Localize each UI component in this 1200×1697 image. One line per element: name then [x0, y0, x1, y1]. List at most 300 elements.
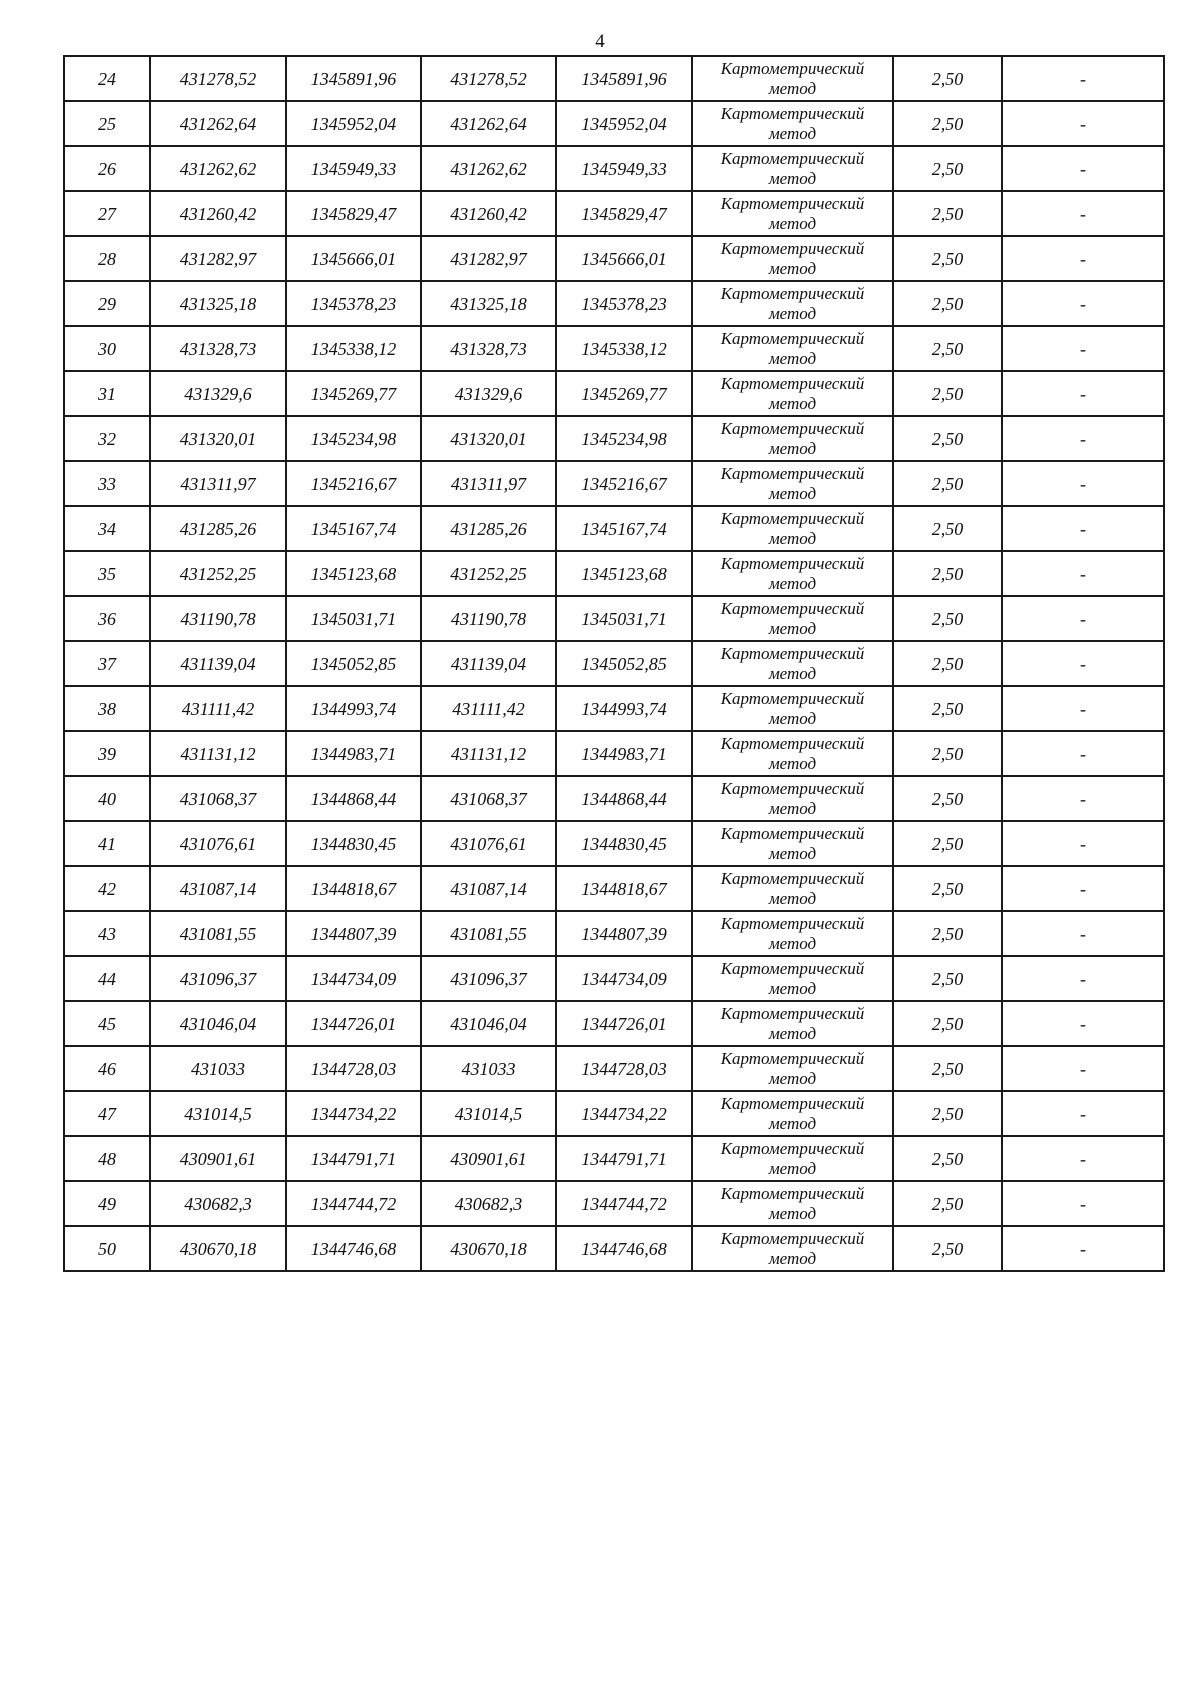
point-number-cell: 24 — [64, 56, 150, 101]
method-line-2: метод — [768, 888, 817, 908]
method-line-1: Картометрический — [720, 1183, 865, 1203]
table-row — [64, 776, 1164, 821]
existing-x-cell: 431320,01 — [150, 416, 286, 461]
existing-x-cell: 431033 — [150, 1046, 286, 1091]
table-row — [64, 146, 1164, 191]
point-number-cell: 33 — [64, 461, 150, 506]
note-cell: - — [1002, 596, 1164, 641]
method-line-1: Картометрический — [720, 1228, 865, 1248]
method-line-1: Картометрический — [720, 733, 865, 753]
point-number-cell: 50 — [64, 1226, 150, 1271]
new-x-cell: 430901,61 — [421, 1136, 556, 1181]
point-number-cell: 41 — [64, 821, 150, 866]
new-x-cell: 431081,55 — [421, 911, 556, 956]
precision-cell: 2,50 — [893, 641, 1002, 686]
note-cell: - — [1002, 416, 1164, 461]
table-row — [64, 866, 1164, 911]
new-y-cell: 1345167,74 — [556, 506, 692, 551]
method-line-2: метод — [768, 798, 817, 818]
note-cell: - — [1002, 821, 1164, 866]
existing-y-cell: 1344818,67 — [286, 866, 421, 911]
precision-cell: 2,50 — [893, 461, 1002, 506]
new-y-cell: 1344734,09 — [556, 956, 692, 1001]
new-y-cell: 1344983,71 — [556, 731, 692, 776]
precision-cell: 2,50 — [893, 281, 1002, 326]
table-row — [64, 911, 1164, 956]
note-cell: - — [1002, 731, 1164, 776]
note-cell: - — [1002, 911, 1164, 956]
existing-x-cell: 431111,42 — [150, 686, 286, 731]
new-x-cell: 431320,01 — [421, 416, 556, 461]
new-x-cell: 431262,64 — [421, 101, 556, 146]
table-row — [64, 101, 1164, 146]
precision-cell: 2,50 — [893, 506, 1002, 551]
method-line-2: метод — [768, 1068, 817, 1088]
point-number-cell: 38 — [64, 686, 150, 731]
new-x-cell: 431285,26 — [421, 506, 556, 551]
method-line-2: метод — [768, 708, 817, 728]
existing-y-cell: 1345167,74 — [286, 506, 421, 551]
new-y-cell: 1344726,01 — [556, 1001, 692, 1046]
point-number-cell: 32 — [64, 416, 150, 461]
existing-x-cell: 431068,37 — [150, 776, 286, 821]
new-y-cell: 1344993,74 — [556, 686, 692, 731]
method-line-2: метод — [768, 978, 817, 998]
new-y-cell: 1345338,12 — [556, 326, 692, 371]
table-row — [64, 191, 1164, 236]
method-cell — [692, 236, 893, 281]
point-number-cell: 43 — [64, 911, 150, 956]
note-cell: - — [1002, 686, 1164, 731]
method-line-1: Картометрический — [720, 148, 865, 168]
existing-x-cell: 431081,55 — [150, 911, 286, 956]
method-cell — [692, 776, 893, 821]
existing-x-cell: 430901,61 — [150, 1136, 286, 1181]
existing-x-cell: 431131,12 — [150, 731, 286, 776]
existing-x-cell: 431325,18 — [150, 281, 286, 326]
new-x-cell: 431046,04 — [421, 1001, 556, 1046]
new-x-cell: 431329,6 — [421, 371, 556, 416]
table-row — [64, 1181, 1164, 1226]
new-y-cell: 1345378,23 — [556, 281, 692, 326]
point-number-cell: 27 — [64, 191, 150, 236]
page-number: 4 — [595, 31, 605, 52]
method-line-1: Картометрический — [720, 958, 865, 978]
table-row — [64, 551, 1164, 596]
method-line-2: метод — [768, 213, 817, 233]
new-x-cell: 431111,42 — [421, 686, 556, 731]
note-cell: - — [1002, 461, 1164, 506]
existing-x-cell: 431262,62 — [150, 146, 286, 191]
point-number-cell: 34 — [64, 506, 150, 551]
point-number-cell: 44 — [64, 956, 150, 1001]
new-x-cell: 431087,14 — [421, 866, 556, 911]
new-y-cell: 1345891,96 — [556, 56, 692, 101]
existing-x-cell: 431262,64 — [150, 101, 286, 146]
precision-cell: 2,50 — [893, 1001, 1002, 1046]
method-cell — [692, 461, 893, 506]
new-x-cell: 431325,18 — [421, 281, 556, 326]
precision-cell: 2,50 — [893, 1046, 1002, 1091]
point-number-cell: 26 — [64, 146, 150, 191]
note-cell: - — [1002, 866, 1164, 911]
new-y-cell: 1344791,71 — [556, 1136, 692, 1181]
precision-cell: 2,50 — [893, 416, 1002, 461]
point-number-cell: 37 — [64, 641, 150, 686]
existing-x-cell: 431282,97 — [150, 236, 286, 281]
note-cell: - — [1002, 191, 1164, 236]
note-cell: - — [1002, 1001, 1164, 1046]
new-y-cell: 1345949,33 — [556, 146, 692, 191]
method-line-2: метод — [768, 663, 817, 683]
method-line-2: метод — [768, 573, 817, 593]
existing-x-cell: 431252,25 — [150, 551, 286, 596]
method-cell — [692, 821, 893, 866]
point-number-cell: 39 — [64, 731, 150, 776]
existing-x-cell: 431046,04 — [150, 1001, 286, 1046]
existing-x-cell: 431014,5 — [150, 1091, 286, 1136]
existing-y-cell: 1345338,12 — [286, 326, 421, 371]
method-cell — [692, 956, 893, 1001]
precision-cell: 2,50 — [893, 1136, 1002, 1181]
existing-x-cell: 430670,18 — [150, 1226, 286, 1271]
point-number-cell: 25 — [64, 101, 150, 146]
existing-x-cell: 431190,78 — [150, 596, 286, 641]
method-line-2: метод — [768, 618, 817, 638]
method-cell — [692, 1136, 893, 1181]
method-cell — [692, 1001, 893, 1046]
method-line-1: Картометрический — [720, 1003, 865, 1023]
note-cell: - — [1002, 326, 1164, 371]
method-line-1: Картометрический — [720, 508, 865, 528]
precision-cell: 2,50 — [893, 371, 1002, 416]
method-cell — [692, 101, 893, 146]
new-y-cell: 1344744,72 — [556, 1181, 692, 1226]
existing-y-cell: 1344734,09 — [286, 956, 421, 1001]
existing-x-cell: 431260,42 — [150, 191, 286, 236]
note-cell: - — [1002, 776, 1164, 821]
new-x-cell: 430682,3 — [421, 1181, 556, 1226]
new-y-cell: 1345829,47 — [556, 191, 692, 236]
existing-y-cell: 1345031,71 — [286, 596, 421, 641]
method-line-2: метод — [768, 393, 817, 413]
new-x-cell: 431139,04 — [421, 641, 556, 686]
new-x-cell: 431260,42 — [421, 191, 556, 236]
new-x-cell: 431068,37 — [421, 776, 556, 821]
note-cell: - — [1002, 236, 1164, 281]
method-line-1: Картометрический — [720, 1048, 865, 1068]
note-cell: - — [1002, 956, 1164, 1001]
table-row — [64, 461, 1164, 506]
existing-y-cell: 1344734,22 — [286, 1091, 421, 1136]
existing-y-cell: 1344791,71 — [286, 1136, 421, 1181]
new-x-cell: 431076,61 — [421, 821, 556, 866]
method-line-2: метод — [768, 1248, 817, 1268]
method-cell — [692, 1226, 893, 1271]
existing-y-cell: 1345216,67 — [286, 461, 421, 506]
existing-x-cell: 431096,37 — [150, 956, 286, 1001]
new-x-cell: 431014,5 — [421, 1091, 556, 1136]
note-cell: - — [1002, 551, 1164, 596]
method-cell — [692, 686, 893, 731]
new-y-cell: 1345952,04 — [556, 101, 692, 146]
note-cell: - — [1002, 1091, 1164, 1136]
new-x-cell: 431096,37 — [421, 956, 556, 1001]
new-y-cell: 1344728,03 — [556, 1046, 692, 1091]
method-line-1: Картометрический — [720, 868, 865, 888]
table-row — [64, 731, 1164, 776]
method-cell — [692, 416, 893, 461]
method-line-1: Картометрический — [720, 418, 865, 438]
new-x-cell: 431262,62 — [421, 146, 556, 191]
new-x-cell: 431328,73 — [421, 326, 556, 371]
precision-cell: 2,50 — [893, 101, 1002, 146]
point-number-cell: 42 — [64, 866, 150, 911]
table-row — [64, 956, 1164, 1001]
point-number-cell: 30 — [64, 326, 150, 371]
new-y-cell: 1345216,67 — [556, 461, 692, 506]
method-cell — [692, 191, 893, 236]
method-line-2: метод — [768, 168, 817, 188]
method-line-2: метод — [768, 483, 817, 503]
method-line-1: Картометрический — [720, 283, 865, 303]
new-x-cell: 430670,18 — [421, 1226, 556, 1271]
method-line-1: Картометрический — [720, 823, 865, 843]
point-number-cell: 46 — [64, 1046, 150, 1091]
new-x-cell: 431252,25 — [421, 551, 556, 596]
table-row — [64, 236, 1164, 281]
existing-y-cell: 1345234,98 — [286, 416, 421, 461]
method-cell — [692, 596, 893, 641]
method-line-2: метод — [768, 438, 817, 458]
method-line-1: Картометрический — [720, 238, 865, 258]
note-cell: - — [1002, 1046, 1164, 1091]
precision-cell: 2,50 — [893, 731, 1002, 776]
method-line-2: метод — [768, 528, 817, 548]
method-cell — [692, 371, 893, 416]
point-number-cell: 36 — [64, 596, 150, 641]
new-y-cell: 1344734,22 — [556, 1091, 692, 1136]
method-line-1: Картометрический — [720, 553, 865, 573]
precision-cell: 2,50 — [893, 686, 1002, 731]
point-number-cell: 49 — [64, 1181, 150, 1226]
new-y-cell: 1345666,01 — [556, 236, 692, 281]
new-x-cell: 431278,52 — [421, 56, 556, 101]
method-line-2: метод — [768, 258, 817, 278]
method-line-2: метод — [768, 753, 817, 773]
method-line-2: метод — [768, 1113, 817, 1133]
new-x-cell: 431033 — [421, 1046, 556, 1091]
precision-cell: 2,50 — [893, 191, 1002, 236]
new-x-cell: 431282,97 — [421, 236, 556, 281]
method-line-2: метод — [768, 843, 817, 863]
method-line-1: Картометрический — [720, 1138, 865, 1158]
existing-y-cell: 1344983,71 — [286, 731, 421, 776]
precision-cell: 2,50 — [893, 956, 1002, 1001]
table-row — [64, 1046, 1164, 1091]
table-row — [64, 416, 1164, 461]
note-cell: - — [1002, 101, 1164, 146]
point-number-cell: 40 — [64, 776, 150, 821]
method-line-2: метод — [768, 303, 817, 323]
precision-cell: 2,50 — [893, 821, 1002, 866]
table-row — [64, 326, 1164, 371]
existing-y-cell: 1344726,01 — [286, 1001, 421, 1046]
coordinates-table — [63, 55, 1165, 1272]
existing-x-cell: 431278,52 — [150, 56, 286, 101]
method-line-1: Картометрический — [720, 58, 865, 78]
method-cell — [692, 1091, 893, 1136]
existing-x-cell: 431311,97 — [150, 461, 286, 506]
new-y-cell: 1344746,68 — [556, 1226, 692, 1271]
new-y-cell: 1344868,44 — [556, 776, 692, 821]
method-cell — [692, 506, 893, 551]
existing-y-cell: 1345949,33 — [286, 146, 421, 191]
precision-cell: 2,50 — [893, 776, 1002, 821]
method-cell — [692, 146, 893, 191]
method-cell — [692, 641, 893, 686]
method-line-1: Картометрический — [720, 778, 865, 798]
new-y-cell: 1344830,45 — [556, 821, 692, 866]
point-number-cell: 48 — [64, 1136, 150, 1181]
point-number-cell: 35 — [64, 551, 150, 596]
point-number-cell: 29 — [64, 281, 150, 326]
note-cell: - — [1002, 371, 1164, 416]
existing-y-cell: 1344868,44 — [286, 776, 421, 821]
method-line-1: Картометрический — [720, 913, 865, 933]
existing-y-cell: 1345891,96 — [286, 56, 421, 101]
method-line-1: Картометрический — [720, 643, 865, 663]
method-line-1: Картометрический — [720, 193, 865, 213]
method-line-1: Картометрический — [720, 328, 865, 348]
existing-x-cell: 431087,14 — [150, 866, 286, 911]
existing-x-cell: 431329,6 — [150, 371, 286, 416]
existing-x-cell: 431328,73 — [150, 326, 286, 371]
point-number-cell: 47 — [64, 1091, 150, 1136]
method-line-1: Картометрический — [720, 463, 865, 483]
table-row — [64, 686, 1164, 731]
existing-y-cell: 1344744,72 — [286, 1181, 421, 1226]
precision-cell: 2,50 — [893, 551, 1002, 596]
point-number-cell: 31 — [64, 371, 150, 416]
precision-cell: 2,50 — [893, 1181, 1002, 1226]
new-x-cell: 431131,12 — [421, 731, 556, 776]
existing-y-cell: 1344807,39 — [286, 911, 421, 956]
method-cell — [692, 326, 893, 371]
existing-y-cell: 1345052,85 — [286, 641, 421, 686]
note-cell: - — [1002, 1226, 1164, 1271]
method-cell — [692, 281, 893, 326]
table-row — [64, 1226, 1164, 1271]
existing-x-cell: 431139,04 — [150, 641, 286, 686]
method-line-1: Картометрический — [720, 1093, 865, 1113]
method-line-2: метод — [768, 1023, 817, 1043]
table-row — [64, 1001, 1164, 1046]
existing-y-cell: 1345378,23 — [286, 281, 421, 326]
point-number-cell: 28 — [64, 236, 150, 281]
precision-cell: 2,50 — [893, 911, 1002, 956]
table-row — [64, 371, 1164, 416]
method-line-2: метод — [768, 348, 817, 368]
table-row — [64, 506, 1164, 551]
note-cell: - — [1002, 281, 1164, 326]
note-cell: - — [1002, 641, 1164, 686]
existing-x-cell: 431076,61 — [150, 821, 286, 866]
existing-y-cell: 1344746,68 — [286, 1226, 421, 1271]
method-line-1: Картометрический — [720, 598, 865, 618]
point-number-cell: 45 — [64, 1001, 150, 1046]
method-line-1: Картометрический — [720, 103, 865, 123]
new-y-cell: 1345234,98 — [556, 416, 692, 461]
method-line-1: Картометрический — [720, 373, 865, 393]
table-row — [64, 641, 1164, 686]
existing-y-cell: 1345952,04 — [286, 101, 421, 146]
method-cell — [692, 911, 893, 956]
new-y-cell: 1344818,67 — [556, 866, 692, 911]
method-cell — [692, 731, 893, 776]
method-line-2: метод — [768, 78, 817, 98]
new-y-cell: 1345269,77 — [556, 371, 692, 416]
method-cell — [692, 56, 893, 101]
table-row — [64, 821, 1164, 866]
existing-x-cell: 430682,3 — [150, 1181, 286, 1226]
method-cell — [692, 866, 893, 911]
precision-cell: 2,50 — [893, 326, 1002, 371]
note-cell: - — [1002, 1136, 1164, 1181]
existing-y-cell: 1344728,03 — [286, 1046, 421, 1091]
method-cell — [692, 551, 893, 596]
note-cell: - — [1002, 1181, 1164, 1226]
table-row — [64, 56, 1164, 101]
existing-y-cell: 1345269,77 — [286, 371, 421, 416]
precision-cell: 2,50 — [893, 146, 1002, 191]
precision-cell: 2,50 — [893, 596, 1002, 641]
existing-y-cell: 1344993,74 — [286, 686, 421, 731]
table-row — [64, 596, 1164, 641]
method-line-1: Картометрический — [720, 688, 865, 708]
new-y-cell: 1344807,39 — [556, 911, 692, 956]
method-line-2: метод — [768, 123, 817, 143]
method-cell — [692, 1181, 893, 1226]
new-y-cell: 1345031,71 — [556, 596, 692, 641]
precision-cell: 2,50 — [893, 1091, 1002, 1136]
method-line-2: метод — [768, 1158, 817, 1178]
precision-cell: 2,50 — [893, 236, 1002, 281]
note-cell: - — [1002, 56, 1164, 101]
new-y-cell: 1345123,68 — [556, 551, 692, 596]
existing-y-cell: 1345829,47 — [286, 191, 421, 236]
table-row — [64, 1136, 1164, 1181]
table-row — [64, 1091, 1164, 1136]
existing-y-cell: 1345123,68 — [286, 551, 421, 596]
existing-x-cell: 431285,26 — [150, 506, 286, 551]
method-line-2: метод — [768, 933, 817, 953]
note-cell: - — [1002, 146, 1164, 191]
method-cell — [692, 1046, 893, 1091]
new-y-cell: 1345052,85 — [556, 641, 692, 686]
table-body — [64, 56, 1164, 1271]
precision-cell: 2,50 — [893, 1226, 1002, 1271]
table-row — [64, 281, 1164, 326]
new-x-cell: 431311,97 — [421, 461, 556, 506]
precision-cell: 2,50 — [893, 56, 1002, 101]
note-cell: - — [1002, 506, 1164, 551]
precision-cell: 2,50 — [893, 866, 1002, 911]
new-x-cell: 431190,78 — [421, 596, 556, 641]
method-line-2: метод — [768, 1203, 817, 1223]
existing-y-cell: 1345666,01 — [286, 236, 421, 281]
existing-y-cell: 1344830,45 — [286, 821, 421, 866]
